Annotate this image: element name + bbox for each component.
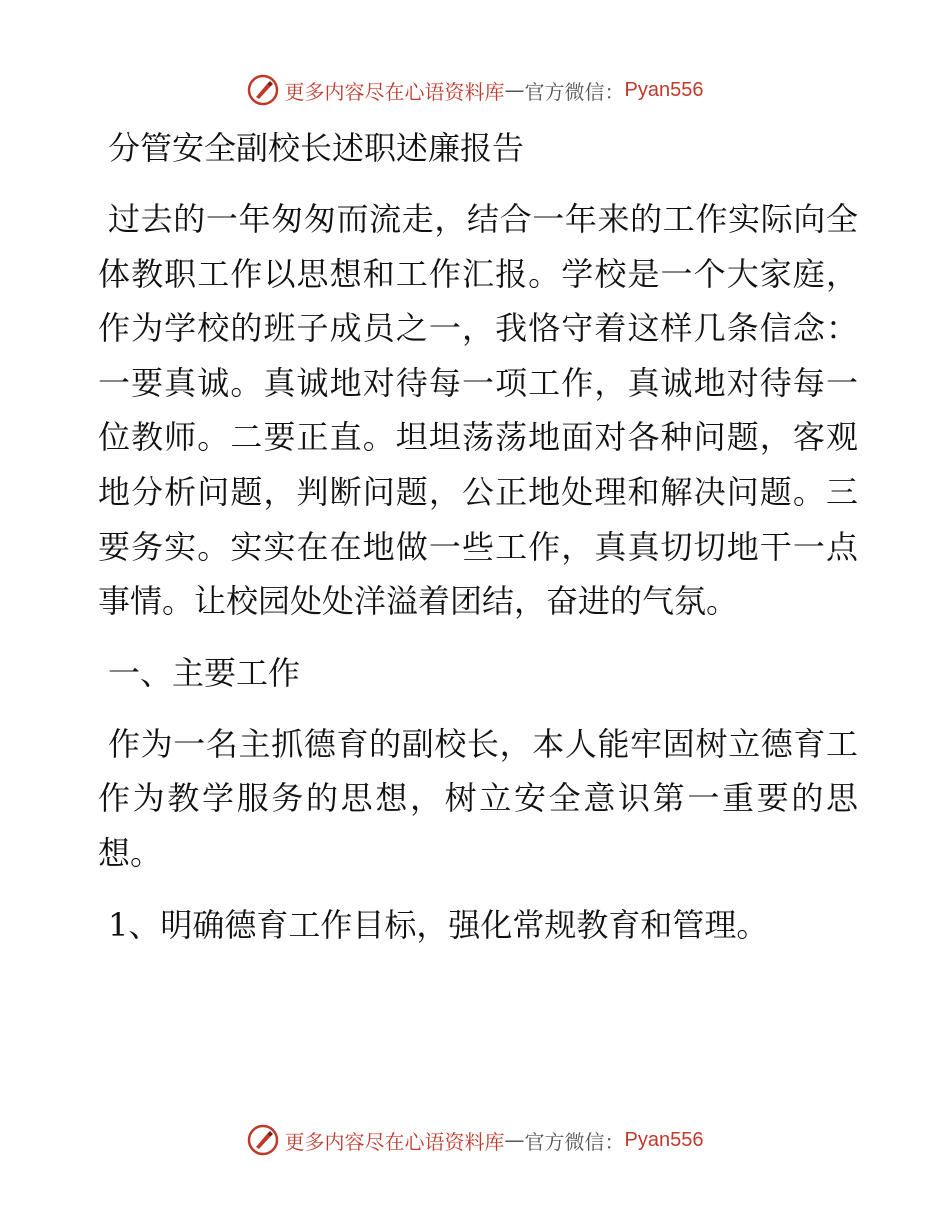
pen-logo-icon bbox=[247, 1124, 279, 1156]
intro-paragraph: 过去的一年匆匆而流走，结合一年来的工作实际向全体教职工作以思想和工作汇报。学校是一个大家庭，作为学校的班子成员之一，我恪守着这样几条信念：一要真诚。真诚地对待每一项工作，真诚地对待每一位教师。二要正直。坦坦荡荡地面对各种问题，客观地分析问题，判断问题，公正地处理和解决问题。三要务实。实实在在地做一些工作，真真切切地干一点事情。让校园处处洋溢着团结，奋进的气氛。 bbox=[98, 200, 858, 621]
watermark-account-id: Pyan556 bbox=[624, 1128, 704, 1151]
watermark-account-label: 官方微信： bbox=[524, 79, 625, 104]
pen-logo-icon bbox=[247, 74, 279, 106]
subsection-heading: 1、明确德育工作目标，强化常规教育和管理。 bbox=[108, 905, 769, 944]
section-heading: 一、主要工作 bbox=[108, 653, 301, 692]
watermark-brand-text: 更多内容尽在心语资料库 bbox=[284, 79, 505, 104]
document-title: 分管安全副校长述职述廉报告 bbox=[108, 129, 525, 167]
watermark-account-label: 官方微信： bbox=[524, 1129, 625, 1154]
watermark-account-id: Pyan556 bbox=[624, 78, 704, 101]
section-paragraph: 作为一名主抓德育的副校长，本人能牢固树立德育工作为教学服务的思想，树立安全意识第一重要的思想。 bbox=[98, 724, 858, 872]
document-body bbox=[98, 122, 858, 969]
watermark-separator: — bbox=[504, 78, 525, 102]
watermark-brand-text: 更多内容尽在心语资料库 bbox=[284, 1129, 505, 1154]
watermark-separator: — bbox=[504, 1128, 525, 1152]
header-watermark bbox=[0, 70, 950, 110]
footer-watermark bbox=[0, 1120, 950, 1160]
